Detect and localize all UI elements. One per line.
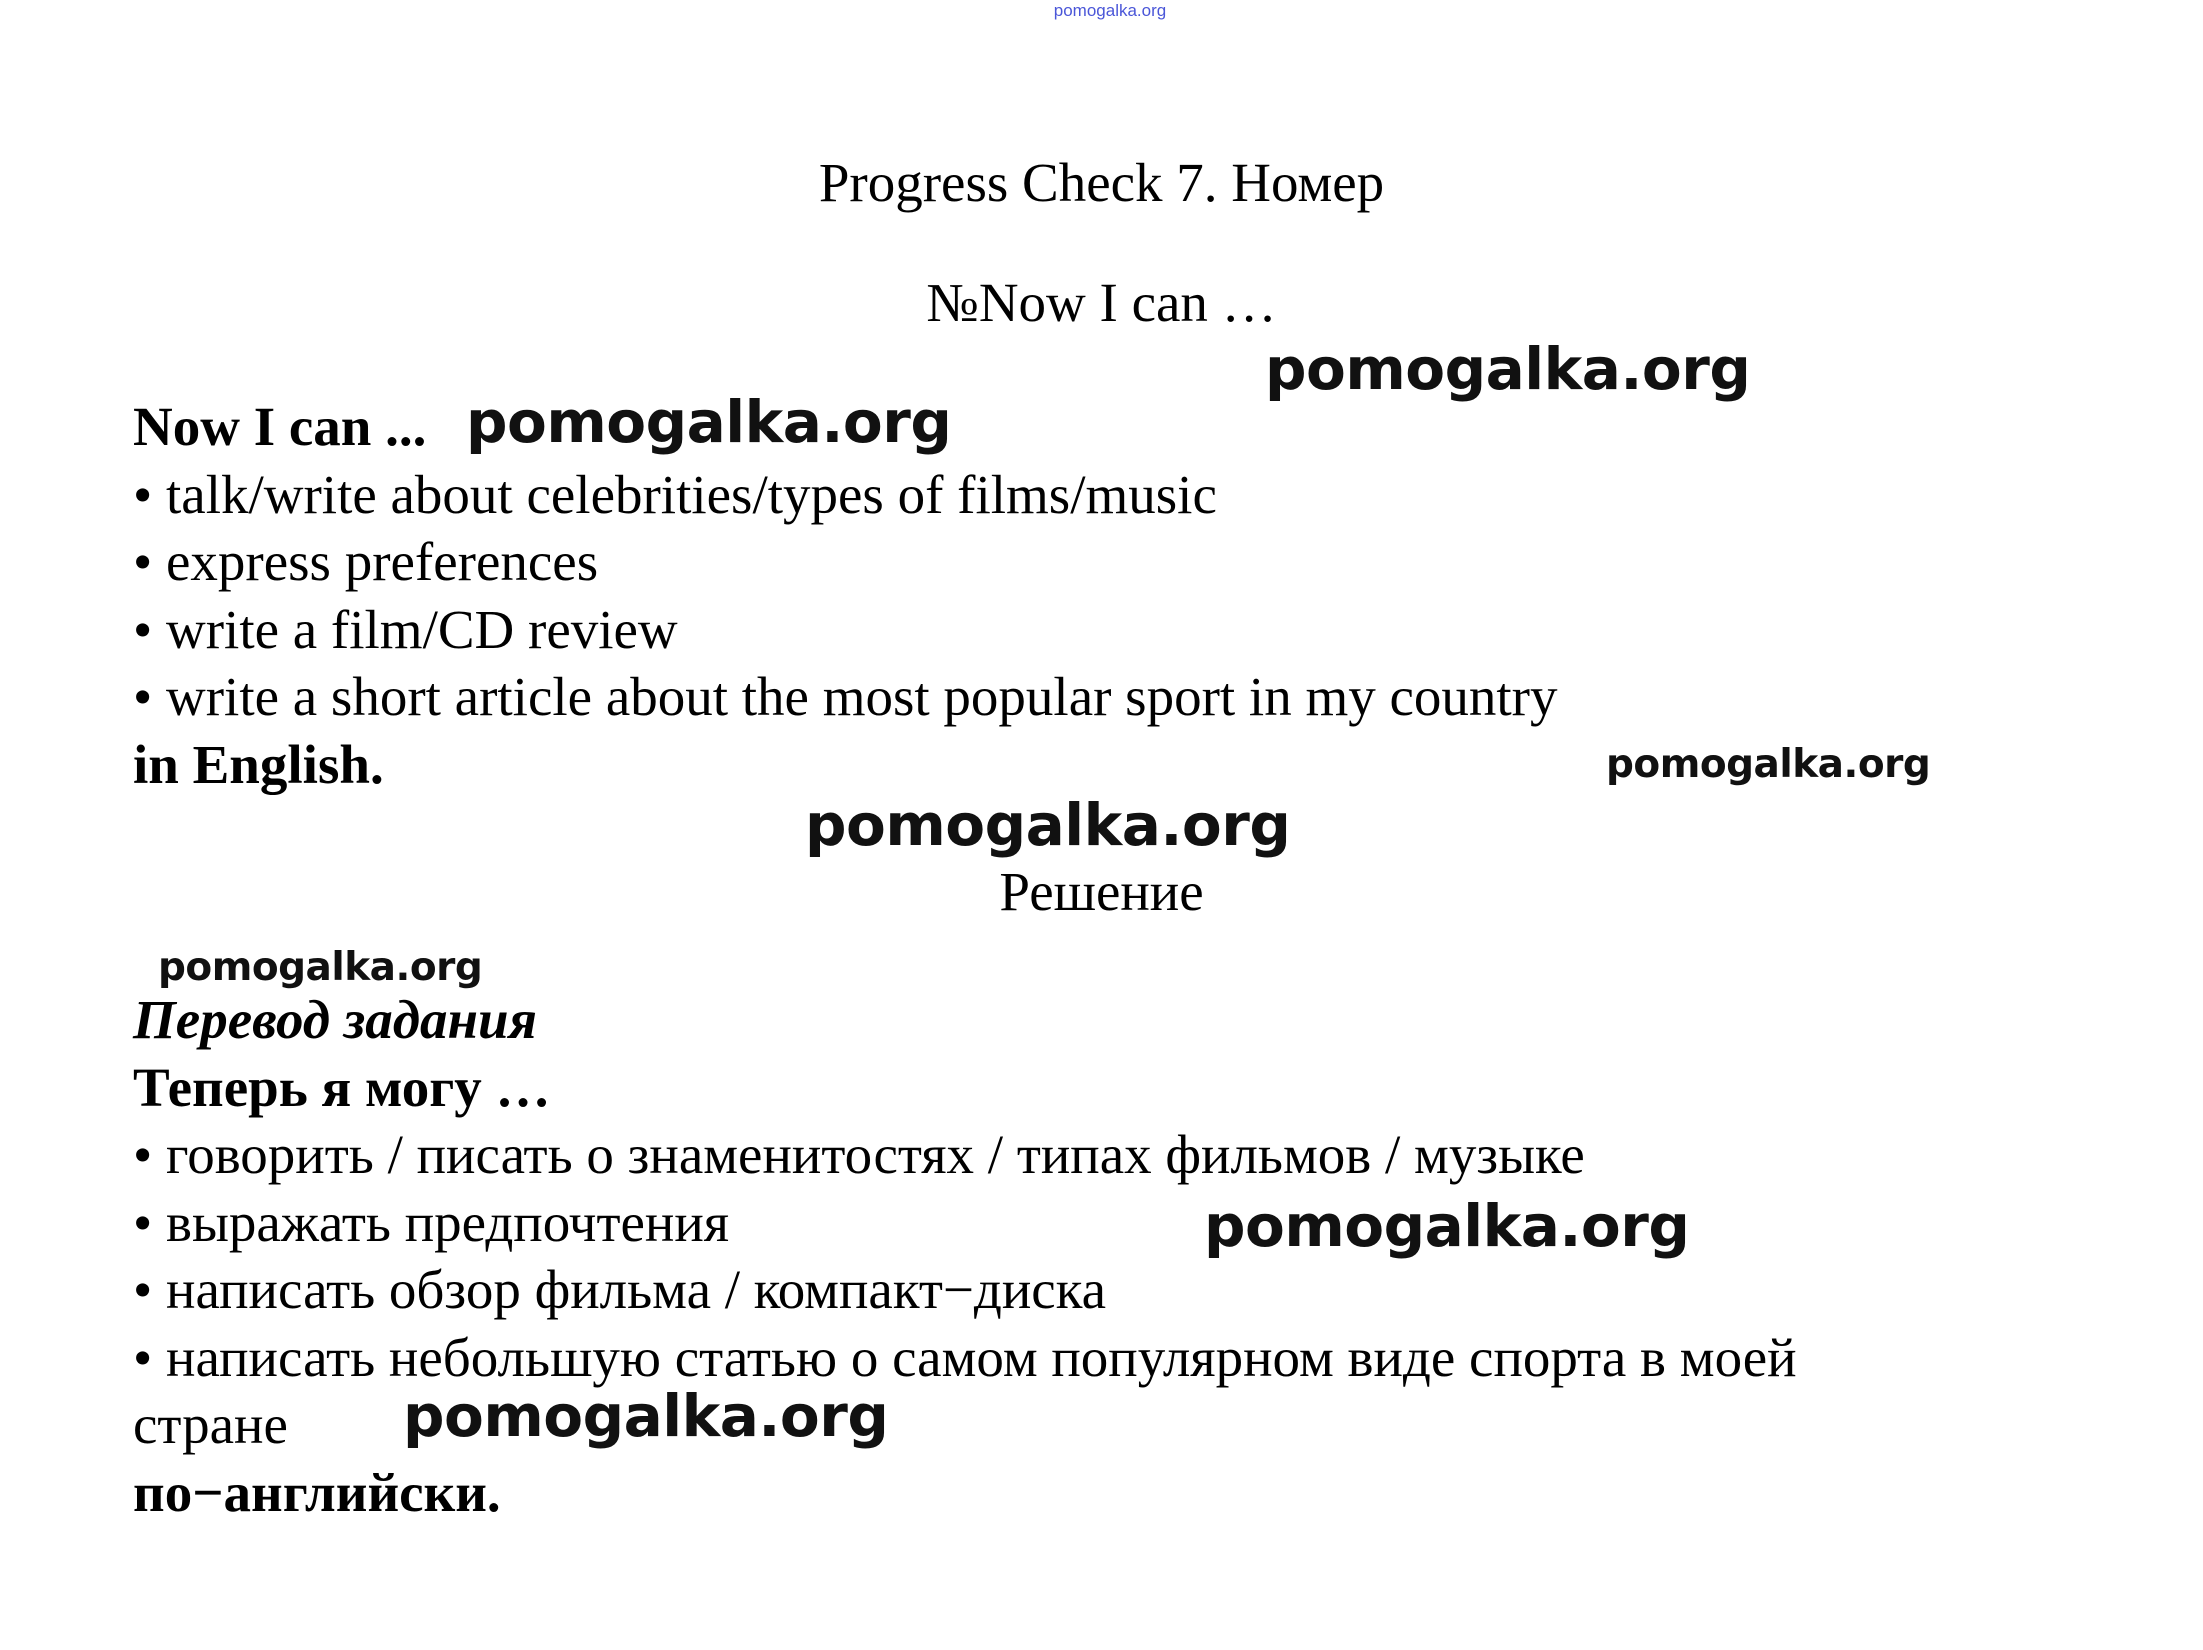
task-bullet: • write a short article about the most popular sport in my country [133, 666, 1558, 727]
watermark: pomogalka.org [1265, 335, 1751, 403]
page-subtitle: №Now I can … [926, 272, 1277, 333]
watermark: pomogalka.org [158, 945, 483, 990]
task-bullet: • write a film/CD review [133, 598, 678, 660]
top-watermark: pomogalka.org [1053, 1, 1167, 20]
translation-bullet: • написать небольшую статью о самом популярном виде спорта в моей [133, 1326, 1797, 1388]
watermark: pomogalka.org [1606, 742, 1931, 787]
solution-label: Решение [999, 861, 1204, 922]
task-heading: Now I can ... [133, 396, 427, 457]
watermark: pomogalka.org [403, 1382, 889, 1450]
translation-bullet: • выражать предпочтения [133, 1191, 730, 1253]
translation-heading: Перевод задания [133, 989, 537, 1050]
watermark: pomogalka.org [1204, 1192, 1690, 1260]
translation-intro: Теперь я могу … [133, 1056, 551, 1118]
watermark: pomogalka.org [466, 388, 952, 456]
page-title: Progress Check 7. Номер [818, 152, 1385, 213]
translation-bullet: • написать обзор фильма / компакт−диска [133, 1259, 1107, 1320]
translation-bullet: • говорить / писать о знаменитостях / типах фильмов / музыке [133, 1124, 1585, 1185]
translation-closing: по−английски. [133, 1461, 501, 1523]
task-bullet: • talk/write about celebrities/types of films/music [133, 463, 1217, 525]
translation-continuation: стране [133, 1394, 288, 1455]
task-bullet: • express preferences [133, 531, 599, 592]
watermark: pomogalka.org [805, 791, 1291, 859]
task-closing: in English. [133, 733, 384, 795]
